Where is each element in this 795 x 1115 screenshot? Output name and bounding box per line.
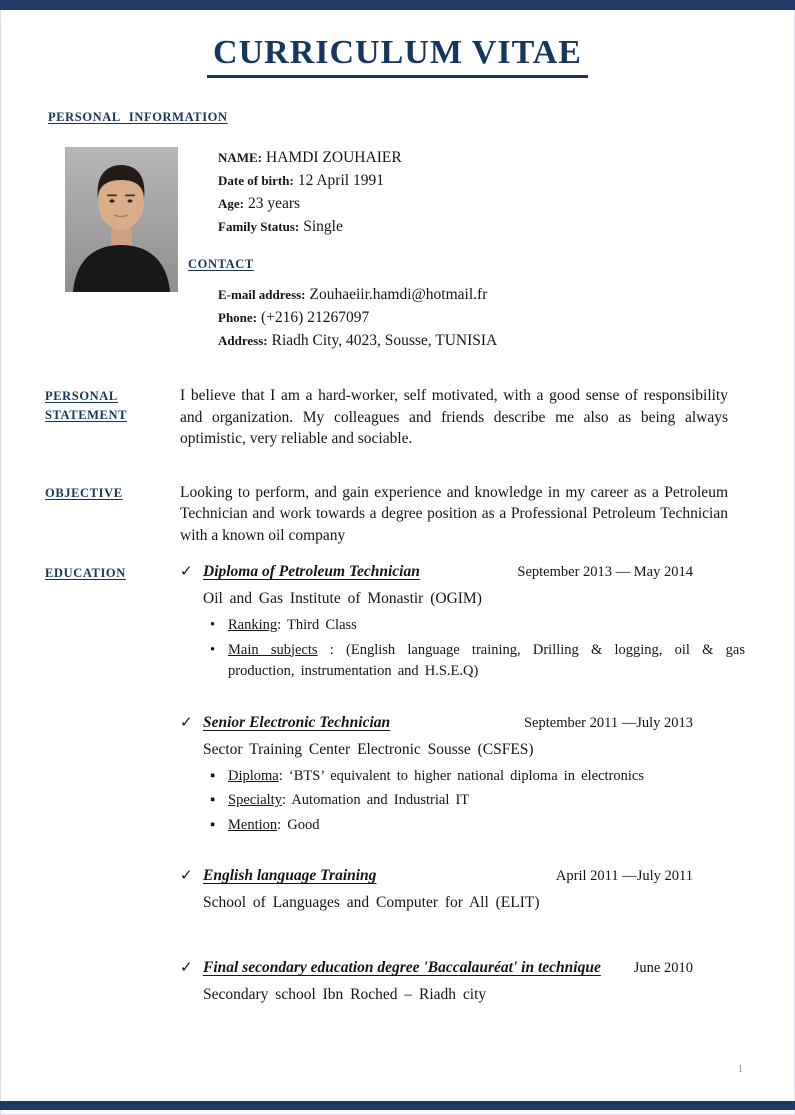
education-entry-dates: September 2011 —July 2013 [523, 714, 693, 731]
detail-text: : Third Class [277, 617, 357, 633]
education-entry-details [210, 615, 745, 683]
education-entry-dates: September 2013 — May 2014 [517, 564, 693, 580]
education-entry-title: Diploma of Petroleum Technician [203, 563, 420, 580]
bullet-icon: ▪ [210, 792, 216, 808]
field-label-name: NAME: [218, 150, 263, 165]
field-row-email [218, 286, 497, 303]
education-entry-1 [180, 562, 745, 683]
education-entry-institution: Secondary school Ibn Roched – Riadh city [203, 986, 487, 1003]
field-label-email: E-mail address: [218, 287, 306, 302]
education-detail-main-subjects [210, 640, 745, 683]
detail-label: Diploma [228, 767, 279, 784]
field-label-date-of-birth: Date of birth: [218, 173, 294, 188]
detail-label: Main subjects [228, 641, 318, 658]
bullet-icon: • [210, 641, 216, 658]
section-heading-personal-information: PERSONAL INFORMATION [48, 110, 228, 124]
education-detail-diploma [210, 766, 745, 788]
detail-label: Ranking [228, 617, 278, 633]
field-label-age: Age: [218, 196, 244, 211]
bullet-icon: ▪ [210, 767, 216, 784]
field-value-date-of-birth: 12 April 1991 [297, 172, 384, 189]
section-heading-objective: OBJECTIVE [45, 485, 123, 500]
title-wrap [0, 34, 795, 78]
education-entry-head [180, 713, 745, 732]
objective-section [0, 482, 795, 547]
education-detail-specialty [210, 790, 745, 812]
detail-text: : Good [277, 816, 320, 833]
education-section [0, 562, 795, 1034]
education-entry-head [180, 562, 745, 581]
education-entry-institution: School of Languages and Computer for All (ELIT) [203, 894, 540, 911]
education-entry-details [210, 766, 745, 837]
field-row-family-status [218, 218, 497, 235]
field-value-age: 23 years [248, 195, 301, 212]
detail-text: : (English language training, Drilling & logging, oil & gas production, instrumentation and H.S.E.Q) [228, 641, 745, 679]
check-icon: ✓ [180, 866, 193, 884]
detail-label: Mention [228, 816, 278, 833]
field-row-name [218, 149, 497, 166]
field-label-address: Address: [218, 333, 268, 348]
section-heading-contact: CONTACT [188, 257, 254, 271]
field-row-address [218, 332, 497, 349]
bullet-icon: • [210, 617, 216, 633]
personal-statement-text: I believe that I am a hard-worker, self motivated, with a good sense of responsibility and organization. My colleagues and friends describe me also as being always optimistic, very reliable and sociable. [180, 387, 728, 447]
education-entry-3 [180, 866, 745, 912]
detail-text: : ‘BTS’ equivalent to higher national diploma in electronics [278, 767, 644, 784]
detail-text: : Automation and Industrial IT [281, 792, 470, 808]
page-number: 1 [738, 1064, 743, 1075]
section-heading-personal-statement: PERSONAL STATEMENT [45, 389, 128, 422]
field-value-name: HAMDI ZOUHAIER [266, 149, 402, 166]
check-icon: ✓ [180, 562, 193, 580]
education-entry-dates: April 2011 —July 2011 [555, 868, 693, 884]
education-entries [180, 562, 745, 1034]
field-value-phone: (+216) 21267097 [261, 309, 370, 326]
education-entry-title: Final secondary education degree 'Baccalauréat' in technique [203, 959, 601, 976]
top-border-bar [0, 0, 795, 10]
education-entry-4 [180, 958, 745, 1004]
education-entry-dates: June 2010 [633, 960, 693, 976]
section-heading-education: EDUCATION [45, 566, 126, 580]
personal-statement-section [0, 385, 795, 450]
page-title: CURRICULUM VITAE [207, 34, 588, 78]
education-entry-2 [180, 713, 745, 837]
education-entry-head [180, 866, 745, 885]
personal-statement-side [0, 385, 180, 450]
bullet-icon: ▪ [210, 816, 216, 833]
education-entry-institution: Sector Training Center Electronic Sousse (CSFES) [203, 740, 534, 758]
objective-side [0, 482, 180, 547]
check-icon: ✓ [180, 958, 193, 976]
objective-text: Looking to perform, and gain experience and knowledge in my career as a Petroleum Technician and work towards a degree position as a Professional Petroleum Technician with a known oil company [180, 483, 728, 544]
education-detail-mention [210, 815, 745, 837]
personal-information-section [65, 147, 795, 355]
field-row-phone [218, 309, 497, 326]
education-entry-institution: Oil and Gas Institute of Monastir (OGIM) [203, 590, 482, 607]
education-side [0, 562, 180, 1034]
personal-information-fields [188, 149, 498, 355]
profile-photo-image [65, 147, 178, 292]
education-entry-title: English language Training [203, 867, 377, 884]
field-row-date-of-birth [218, 172, 497, 189]
education-detail-ranking [210, 615, 745, 637]
education-entry-head [180, 958, 745, 977]
field-value-family-status: Single [303, 218, 343, 235]
profile-photo [65, 147, 178, 292]
field-row-age [218, 195, 497, 212]
field-label-family-status: Family Status: [218, 219, 300, 234]
education-entry-title: Senior Electronic Technician [203, 713, 391, 731]
field-value-email: Zouhaeiir.hamdi@hotmail.fr [309, 286, 488, 303]
detail-label: Specialty [228, 792, 282, 808]
check-icon: ✓ [180, 712, 193, 731]
bottom-border-bar [0, 1101, 795, 1110]
field-value-address: Riadh City, 4023, Sousse, TUNISIA [271, 332, 498, 349]
field-label-phone: Phone: [218, 310, 257, 325]
